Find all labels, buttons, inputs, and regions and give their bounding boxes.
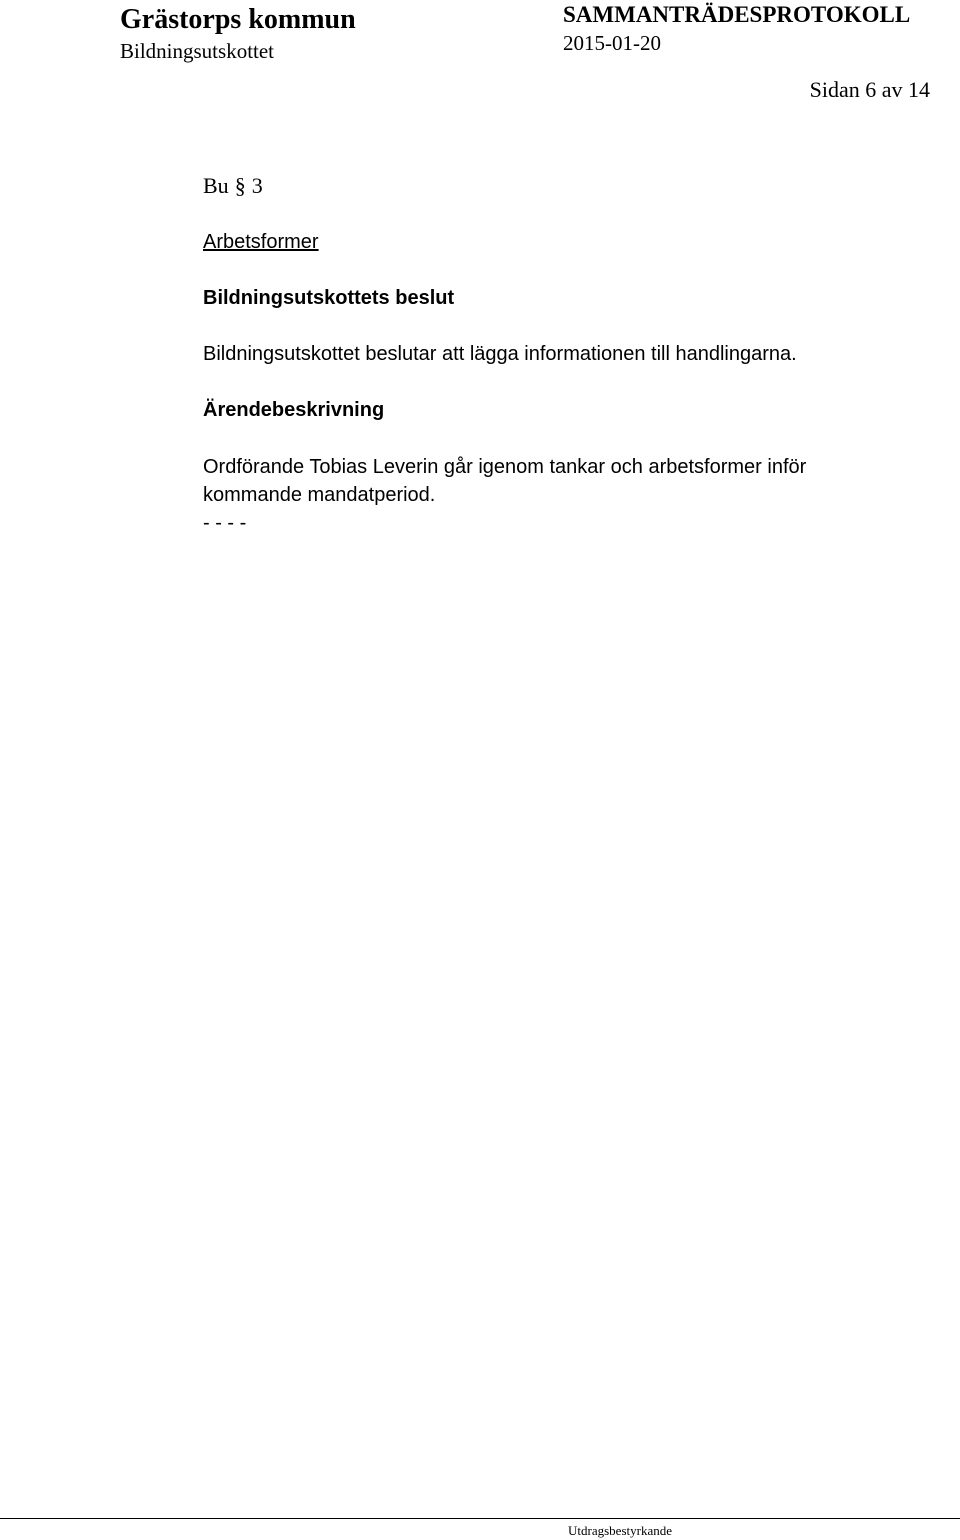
section-number: 3 bbox=[251, 173, 263, 198]
committee-name: Bildningsutskottet bbox=[120, 39, 275, 63]
description-line: kommande mandatperiod. bbox=[203, 484, 436, 506]
meeting-date: 2015-01-20 bbox=[563, 31, 661, 55]
decision-text: Bildningsutskottet beslutar att lägga informationen till handlingarna. bbox=[203, 343, 797, 365]
description-line: Ordförande Tobias Leverin går igenom tankar och arbetsformer inför bbox=[203, 456, 807, 478]
footer-rule bbox=[0, 1518, 960, 1519]
description-body bbox=[203, 453, 923, 537]
section-title: Arbetsformer bbox=[203, 231, 319, 253]
description-heading: Ärendebeskrivning bbox=[203, 399, 385, 421]
section-prefix: Bu bbox=[203, 173, 229, 198]
section-id bbox=[203, 172, 263, 200]
end-marker: - - - - bbox=[203, 512, 247, 534]
paragraph-sign: § bbox=[234, 173, 246, 198]
decision-heading: Bildningsutskottets beslut bbox=[203, 287, 455, 309]
page-number: Sidan 6 av 14 bbox=[809, 77, 930, 102]
organization-name: Grästorps kommun bbox=[120, 4, 356, 35]
document-type: SAMMANTRÄDESPROTOKOLL bbox=[563, 2, 911, 27]
footer-label: Utdragsbestyrkande bbox=[568, 1523, 672, 1538]
